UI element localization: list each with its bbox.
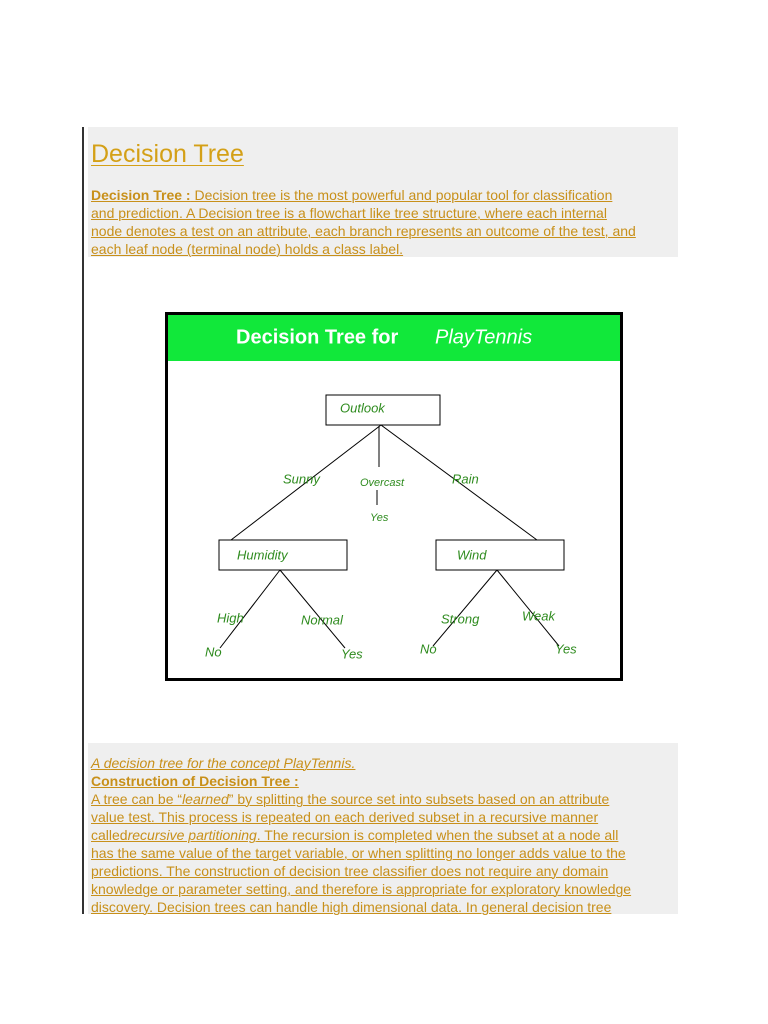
node-outlook-label: Outlook — [340, 400, 385, 416]
intro-line-3: node denotes a test on an attribute, each branch represents an outcome of the test, and — [91, 223, 636, 239]
left-margin-rule — [82, 127, 84, 914]
construction-line-7: discovery. Decision trees can handle high dimensional data. In general decision tree — [91, 899, 612, 915]
leaf-weak-yes: Yes — [555, 641, 577, 657]
construction-line-2: value test. This process is repeated on each derived subset in a recursive manner — [91, 809, 599, 825]
branch-high-label: High — [217, 610, 244, 626]
construction-paragraph[interactable] — [91, 754, 681, 916]
intro-paragraph[interactable] — [91, 186, 681, 258]
branch-sunny-label: Sunny — [283, 471, 320, 487]
intro-line-2: and prediction. A Decision tree is a flowchart like tree structure, where each internal — [91, 205, 607, 221]
leaf-normal-yes: Yes — [341, 646, 363, 662]
intro-line-1: Decision tree is the most powerful and popular tool for classification — [194, 187, 613, 203]
branch-weak-label: Weak — [522, 608, 555, 624]
construction-line-6: knowledge or parameter setting, and therefore is appropriate for exploratory knowledge — [91, 881, 632, 897]
construction-line-5: predictions. The construction of decision tree classifier does not require any domain — [91, 863, 609, 879]
node-wind-label: Wind — [457, 547, 487, 563]
leaf-high-no: No — [205, 644, 222, 660]
figure-header-title-italic: PlayTennis — [435, 326, 533, 349]
branch-overcast-label: Overcast — [360, 476, 405, 489]
figure-header-title: Decision Tree for — [236, 326, 399, 349]
intro-term: Decision Tree : — [91, 187, 191, 203]
figure-caption: A decision tree for the concept PlayTennis. — [91, 755, 356, 771]
construction-line-4: has the same value of the target variable, or when splitting no longer adds value to the — [91, 845, 626, 861]
construction-line-3: calledrecursive partitioning. The recursion is completed when the subset at a node all — [91, 827, 619, 843]
leaf-strong-no: No — [420, 641, 437, 657]
leaf-overcast-yes: Yes — [370, 511, 389, 524]
construction-heading: Construction of Decision Tree : — [91, 773, 299, 789]
page-title[interactable]: Decision Tree — [91, 140, 244, 168]
node-box-wind — [436, 540, 564, 570]
decision-tree-figure — [165, 312, 623, 682]
branch-rain-label: Rain — [452, 471, 479, 487]
construction-line-1: A tree can be “learned” by splitting the source set into subsets based on an attribute — [91, 791, 610, 807]
branch-strong-label: Strong — [441, 611, 480, 627]
node-humidity-label: Humidity — [237, 547, 288, 563]
intro-line-4: each leaf node (terminal node) holds a class label. — [91, 241, 404, 257]
branch-normal-label: Normal — [301, 612, 343, 628]
